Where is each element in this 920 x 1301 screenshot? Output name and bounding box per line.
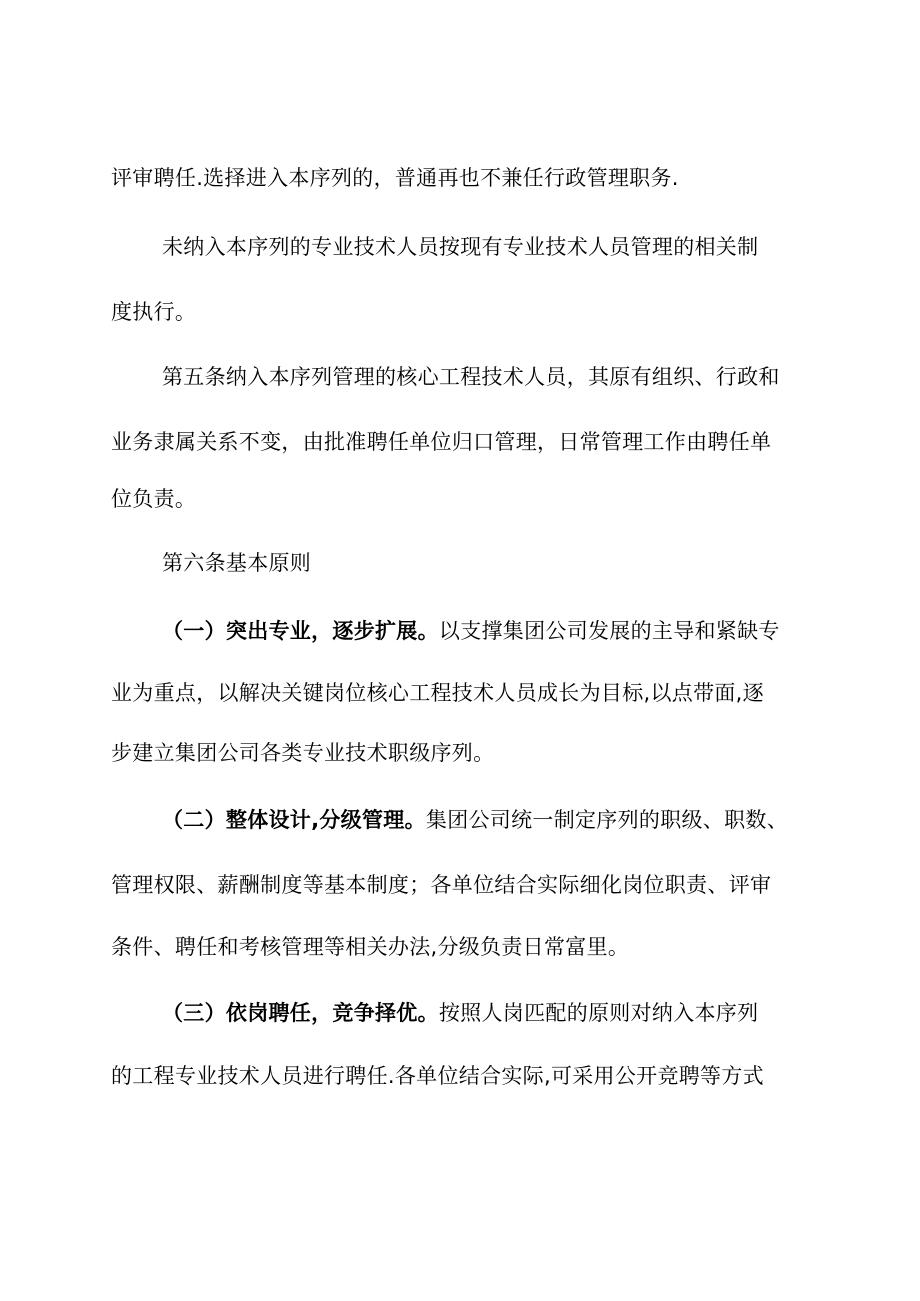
paragraph-line: 评审聘任.选择进入本序列的，普通再也不兼任行政管理职务. <box>111 166 679 190</box>
paragraph-line: 条件、聘任和考核管理等相关办法,分级负责日常富里。 <box>111 935 630 959</box>
article-five-line: 第五条纳入本序列管理的核心工程技术人员，其原有组织、行政和 <box>162 365 780 389</box>
principle-one-line <box>162 616 780 646</box>
principle-three-text: 按照人岗匹配的原则对纳入本序列 <box>438 1001 759 1025</box>
principle-one-heading: （一）突出专业，逐步扩展。 <box>162 619 439 643</box>
paragraph-line: 管理权限、薪酬制度等基本制度；各单位结合实际细化岗位职责、评审 <box>111 873 772 897</box>
principle-two-heading: （二）整体设计,分级管理。 <box>162 808 426 832</box>
paragraph-line: 未纳入本序列的专业技术人员按现有专业技术人员管理的相关制 <box>162 235 759 259</box>
paragraph-line: 步建立集团公司各类专业技术职级序列。 <box>111 741 495 765</box>
principle-three-line <box>162 998 758 1028</box>
paragraph-line: 的工程专业技术人员进行聘任.各单位结合实际,可采用公开竞聘等方式 <box>111 1064 764 1088</box>
paragraph-line: 业为重点，以解决关键岗位核心工程技术人员成长为目标,以点带面,逐 <box>111 681 764 705</box>
paragraph-line: 位负责。 <box>111 487 197 511</box>
paragraph-line: 业务隶属关系不变，由批准聘任单位归口管理，日常管理工作由聘任单 <box>111 430 772 454</box>
principle-one-text: 以支撑集团公司发展的主导和紧缺专 <box>438 619 780 643</box>
paragraph-line: 度执行。 <box>111 300 197 324</box>
article-six-heading: 第六条基本原则 <box>162 551 312 575</box>
principle-two-text: 集团公司统一制定序列的职级、职数、 <box>425 808 788 832</box>
principle-two-line <box>162 805 788 835</box>
principle-three-heading: （三）依岗聘任，竞争择优。 <box>162 1001 439 1025</box>
